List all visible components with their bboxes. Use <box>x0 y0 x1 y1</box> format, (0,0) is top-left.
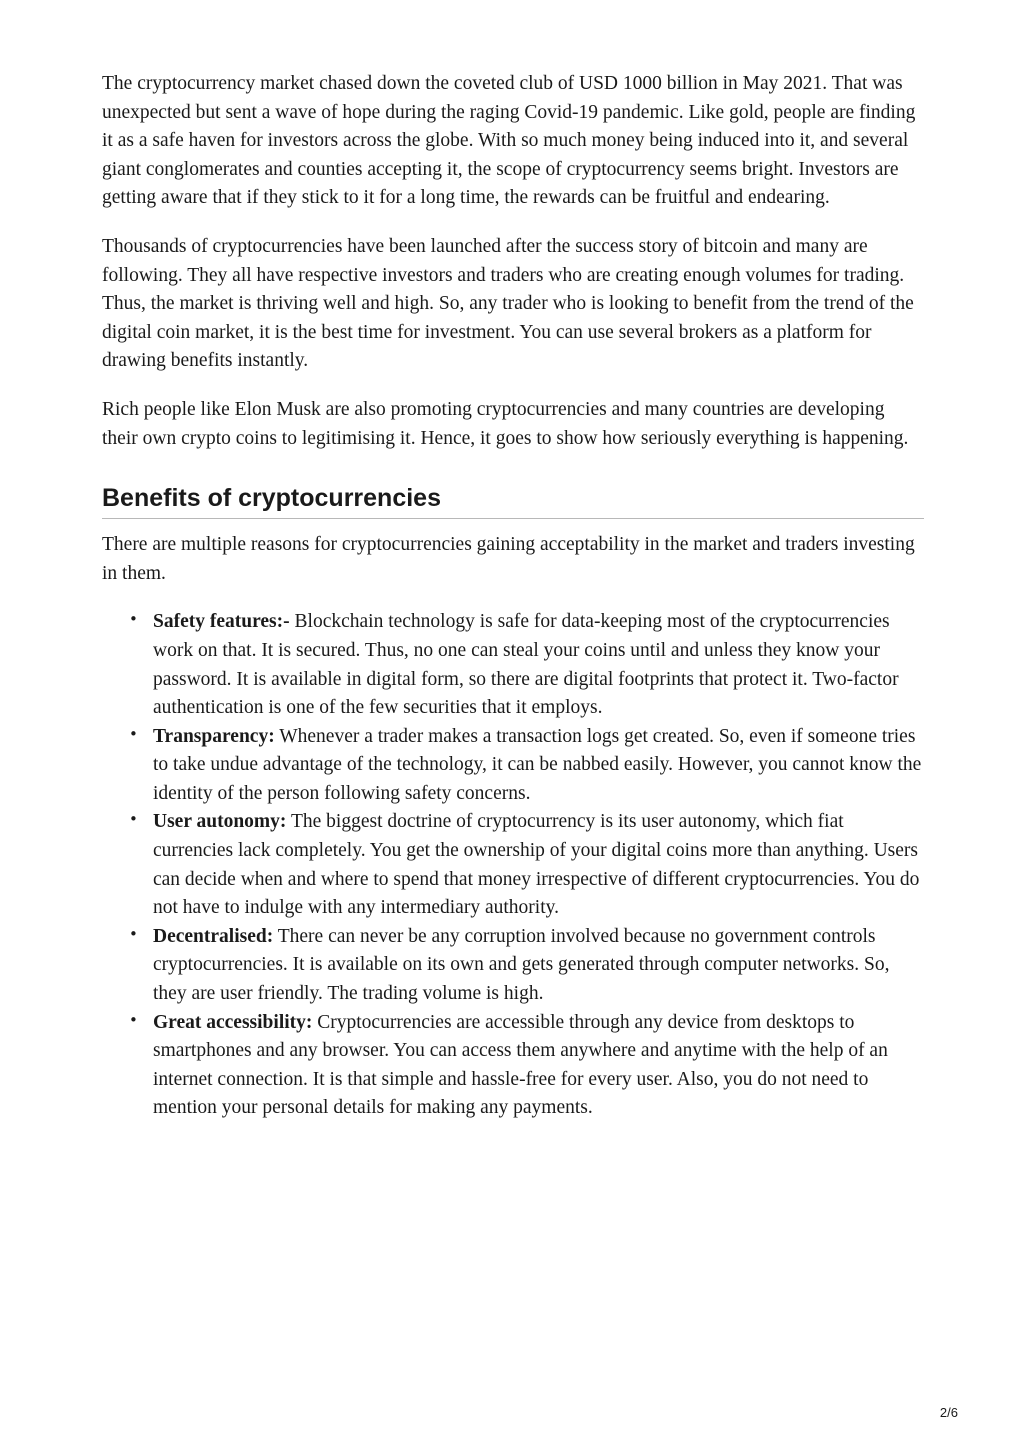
paragraph-thousands-of-cryptocurrencies: Thousands of cryptocurrencies have been launched after the success story of bitcoin and many are following. They all have respective investors and traders who are creating enough volumes for trading. Thus, the market is thriving well and high. So, any trader who is looking to benefit from the trend of the digital coin market, it is the best time for investment. You can use several brokers as a platform for drawing benefits instantly. <box>102 235 914 372</box>
list-item-term: Safety features:- <box>153 611 290 633</box>
list-item-decentralised <box>129 923 924 1009</box>
bullet-icon: • <box>129 810 138 829</box>
benefits-list <box>102 608 924 1123</box>
list-item-text: Blockchain technology is safe for data-keeping most of the cryptocurrencies work on that. It is secured. Thus, no one can steal your coins until and unless they know your password. It is available in digital form, so there are digital footprints that protect it. Two-factor authentication is one of the few securities that it employs. <box>153 611 899 719</box>
list-item-term: Transparency: <box>153 725 275 747</box>
list-item-safety-features <box>129 608 924 722</box>
list-item-term: Decentralised: <box>153 925 274 947</box>
bullet-icon: • <box>129 610 138 629</box>
paragraph-elon-musk: Rich people like Elon Musk are also promoting cryptocurrencies and many countries are developing their own crypto coins to legitimising it. Hence, it goes to show how seriously everything is happening. <box>102 398 909 449</box>
list-item-text: There can never be any corruption involved because no government controls cryptocurrencies. It is available on its own and gets generated through computer networks. So, they are user friendly. The trading volume is high. <box>153 925 890 1005</box>
list-item-term: Great accessibility: <box>153 1011 313 1033</box>
list-item-great-accessibility <box>129 1009 924 1123</box>
bullet-icon: • <box>129 1010 138 1029</box>
bullet-icon: • <box>129 724 138 743</box>
list-item-text: The biggest doctrine of cryptocurrency is its user autonomy, which fiat currencies lack completely. You get the ownership of your digital coins more than anything. Users can decide when and where to spend that money irrespective of different cryptocurrencies. You do not have to indulge with any intermediary authority. <box>153 811 920 919</box>
list-item-transparency <box>129 723 924 809</box>
page-number: 2/6 <box>939 1405 958 1420</box>
document-page <box>102 70 924 1123</box>
list-item-user-autonomy <box>129 808 924 922</box>
list-item-text: Whenever a trader makes a transaction logs get created. So, even if someone tries to take undue advantage of the technology, it can be nabbed easily. However, you cannot know the identity of the person following safety concerns. <box>153 725 922 804</box>
bullet-icon: • <box>129 924 138 943</box>
list-item-text: Cryptocurrencies are accessible through any device from desktops to smartphones and any browser. You can access them anywhere and anytime with the help of an internet connection. It is that simple and hassle-free for every user. Also, you do not need to mention your personal details for making any payments. <box>153 1011 888 1119</box>
section-intro: There are multiple reasons for cryptocurrencies gaining acceptability in the market and traders investing in them. <box>102 534 915 584</box>
section-heading: Benefits of cryptocurrencies <box>102 482 924 519</box>
list-item-term: User autonomy: <box>153 811 287 833</box>
paragraph-market-overview: The cryptocurrency market chased down the coveted club of USD 1000 billion in May 2021. That was unexpected but sent a wave of hope during the raging Covid-19 pandemic. Like gold, people are finding it as a safe haven for investors across the globe. With so much money being induced into it, and several giant conglomerates and counties accepting it, the scope of cryptocurrency seems bright. Investors are getting aware that if they stick to it for a long time, the rewards can be fruitful and endearing. <box>102 73 916 209</box>
